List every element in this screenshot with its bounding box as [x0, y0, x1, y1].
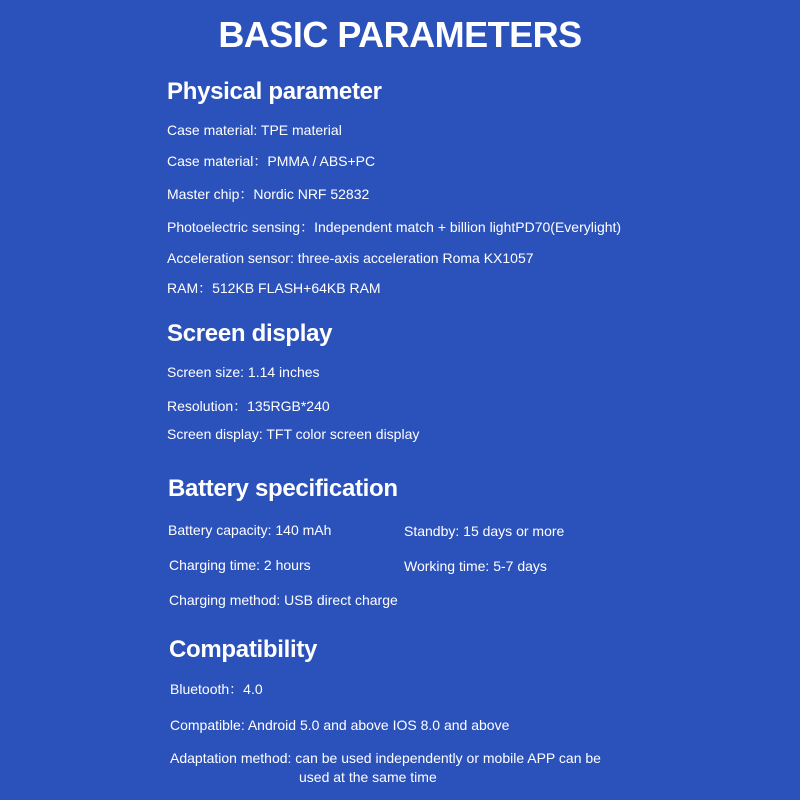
page-title: BASIC PARAMETERS [218, 14, 582, 55]
photoelectric-sensing: Photoelectric sensing：Independent match + billion lightPD70(Everylight) [167, 219, 622, 235]
screen-type: Screen display: TFT color screen display [167, 426, 420, 442]
screen-size: Screen size: 1.14 inches [167, 364, 320, 380]
charging-time: Charging time: 2 hours [169, 557, 311, 573]
physical-parameter-heading: Physical parameter [167, 78, 382, 105]
screen-display-heading: Screen display [167, 320, 333, 347]
charging-method: Charging method: USB direct charge [169, 592, 398, 608]
case-material-tpe: Case material: TPE material [167, 122, 342, 138]
adaptation-method-line-1: Adaptation method: can be used independently or mobile APP can be [170, 750, 601, 766]
battery-capacity: Battery capacity: 140 mAh [168, 522, 332, 538]
compatibility-heading: Compatibility [169, 636, 318, 663]
case-material-pmma: Case material：PMMA / ABS+PC [167, 153, 376, 169]
acceleration-sensor: Acceleration sensor: three-axis acceleration Roma KX1057 [167, 250, 534, 266]
master-chip: Master chip：Nordic NRF 52832 [167, 186, 370, 202]
ram: RAM：512KB FLASH+64KB RAM [167, 280, 381, 296]
adaptation-method-line-2: used at the same time [299, 769, 437, 785]
standby-time: Standby: 15 days or more [404, 523, 565, 539]
battery-specification-heading: Battery specification [168, 475, 398, 502]
resolution: Resolution：135RGB*240 [167, 398, 330, 414]
bluetooth-version: Bluetooth：4.0 [170, 681, 263, 697]
compatible-os: Compatible: Android 5.0 and above IOS 8.0 and above [170, 717, 510, 733]
working-time: Working time: 5-7 days [404, 558, 547, 574]
adaptation-method [170, 749, 610, 787]
